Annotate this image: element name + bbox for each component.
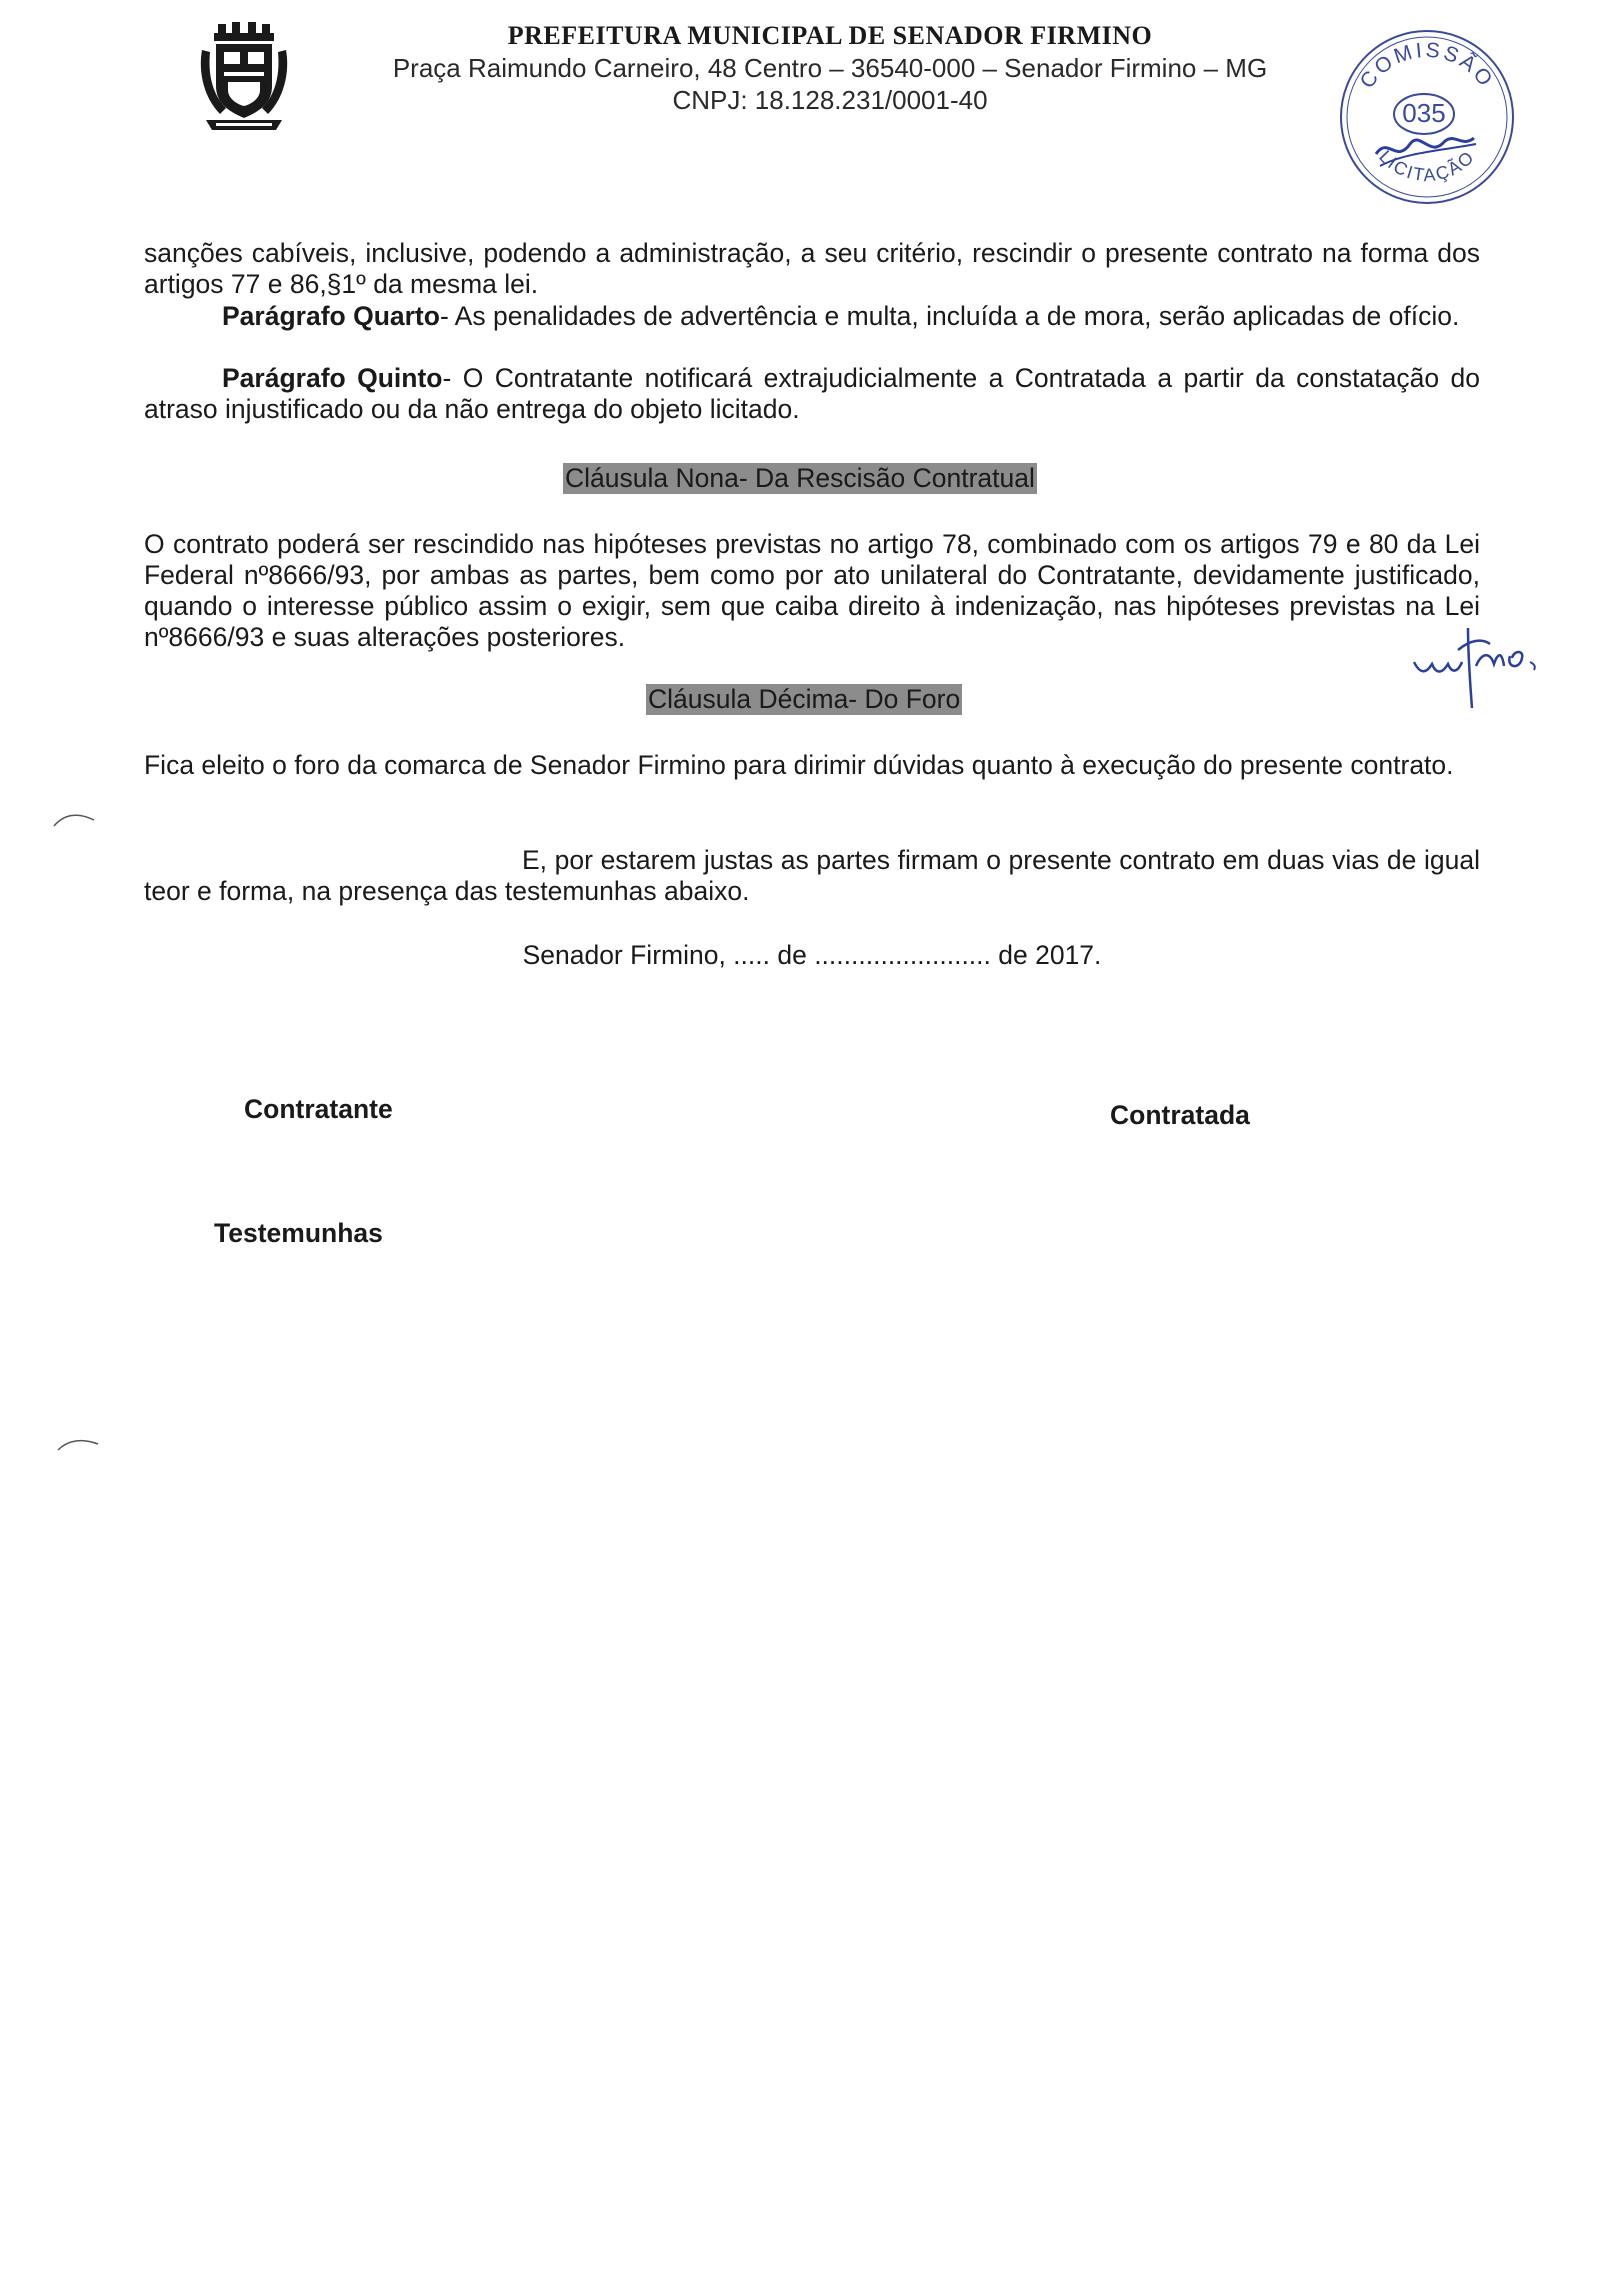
paragraph-quarto-text: - As penalidades de advertência e multa, incluída a de mora, serão aplicadas de ofício. bbox=[439, 301, 1460, 331]
signature-contratante: Contratante bbox=[244, 1094, 393, 1124]
paragraph-foro: Fica eleito o foro da comarca de Senador Firmino para dirimir dúvidas quanto à execução do presente contrato. bbox=[144, 750, 1454, 780]
commission-stamp-icon bbox=[1336, 26, 1518, 208]
paragraph-closing: E, por estarem justas as partes firmam o presente contrato em duas vias de igual teor e forma, na presença das testemunhas abaixo. bbox=[144, 845, 1480, 906]
handwritten-rubric-icon bbox=[1410, 622, 1560, 714]
paragraph-rescisao: O contrato poderá ser rescindido nas hipóteses previstas no artigo 78, combinado com os artigos 79 e 80 da Lei Federal nº8666/93, por ambas as partes, bem como por ato unilateral do Contratante, devidamente justificado, quando o interesse público assim o exigir, sem que caiba direito à indenização, nas hipóteses previstas na Lei nº8666/93 e suas alterações posteriores. bbox=[144, 529, 1480, 652]
paragraph-sanctions: sanções cabíveis, inclusive, podendo a administração, a seu critério, rescindir o presente contrato na forma dos artigos 77 e 86,§1º da mesma lei. bbox=[144, 238, 1480, 299]
margin-mark-icon bbox=[50, 808, 100, 832]
margin-mark-icon bbox=[54, 1432, 104, 1456]
paragraph-quinto-text: - O Contratante notificará extrajudicialmente a Contratada a partir da constatação do atraso injustificado ou da não entrega do objeto licitado. bbox=[144, 363, 1480, 424]
paragraph-quarto bbox=[144, 301, 1480, 332]
paragraph-quinto bbox=[144, 363, 1480, 425]
letterhead-address: Praça Raimundo Carneiro, 48 Centro – 36540-000 – Senador Firmino – MG bbox=[392, 53, 1268, 83]
letterhead-cnpj: CNPJ: 18.128.231/0001-40 bbox=[672, 85, 988, 115]
coat-of-arms-icon bbox=[196, 20, 292, 138]
paragraph-quinto-label: Parágrafo Quinto bbox=[222, 363, 443, 393]
clause-heading-rescisao: Cláusula Nona- Da Rescisão Contratual bbox=[565, 463, 1035, 493]
paragraph-quarto-label: Parágrafo Quarto bbox=[222, 301, 440, 331]
stamp-top-text: COMISSÃO bbox=[1355, 38, 1499, 93]
signature-testemunhas: Testemunhas bbox=[214, 1218, 383, 1248]
stamp-bottom-text: LICITAÇÃO bbox=[1375, 146, 1479, 186]
letterhead-title: PREFEITURA MUNICIPAL DE SENADOR FIRMINO bbox=[507, 21, 1153, 50]
date-line: Senador Firmino, ..... de ........................ de 2017. bbox=[522, 940, 1102, 970]
stamp-number: 035 bbox=[1402, 98, 1446, 128]
letterhead bbox=[380, 20, 1280, 116]
clause-heading-foro: Cláusula Décima- Do Foro bbox=[648, 684, 961, 714]
signature-contratada: Contratada bbox=[1110, 1100, 1250, 1130]
